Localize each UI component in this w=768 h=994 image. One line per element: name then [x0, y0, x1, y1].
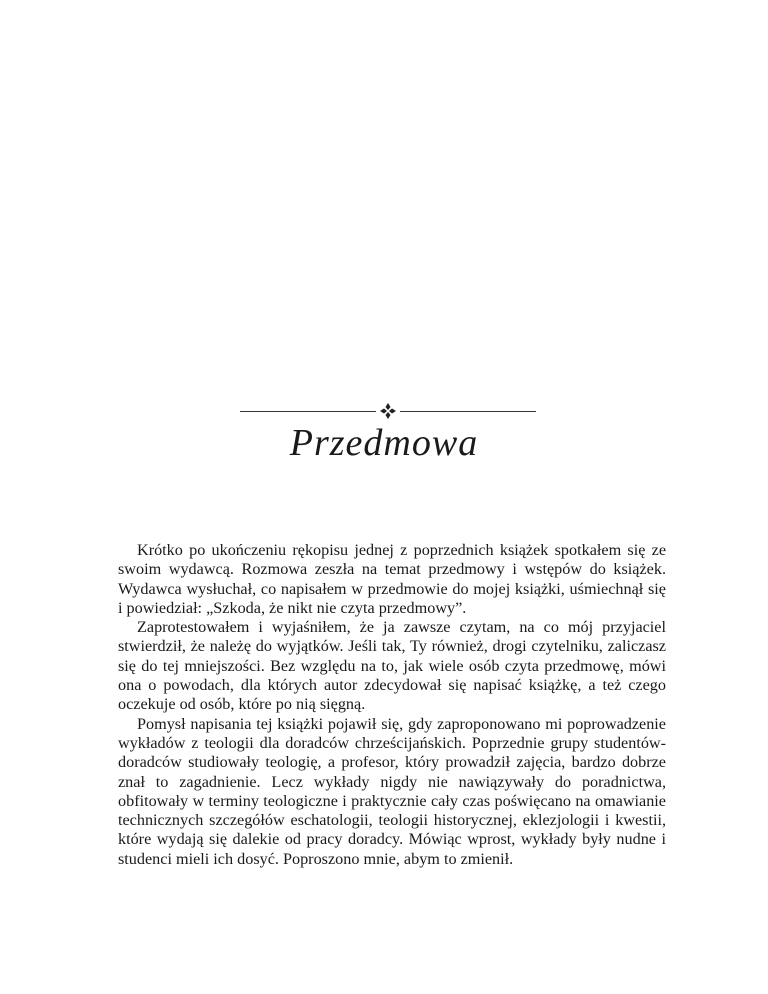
paragraph-2: Zaprotestowałem i wyjaśniłem, że ja zawsze czytam, na co mój przyjaciel stwierdził, że należę do wyjątków. Jeśli tak, Ty również, drogi czytelniku, zaliczasz się do tej mniejszości. Bez względu na to, jak wiele osób czyta przedmowę, mówi ona o powodach, dla których autor zdecydował się napisać książkę, a też czego oczekuje od osób, które po nią sięgną. [118, 618, 666, 714]
paragraph-1: Krótko po ukończeniu rękopisu jednej z poprzednich książek spotkałem się ze swoim wydawcą. Rozmowa zeszła na temat przedmowy i wstępów do książek. Wydawca wysłuchał, co napisałem w przedmowie do mojej książki, uśmiechnął się i powiedział: „Szkoda, że nikt nie czyta przedmowy”. [118, 541, 666, 617]
ornament-rule-right [400, 411, 536, 412]
paragraph-3: Pomysł napisania tej książki pojawił się, gdy zaproponowano mi poprowadzenie wykładów z teologii dla doradców chrześcijańskich. Poprzednie grupy studentów-doradców studiowały teologię, a profesor, który prowadził zajęcia, bardzo dobrze znał to zagadnienie. Lecz wykłady nigdy nie nawiązywały do poradnictwa, obfitowały w terminy teologiczne i praktycznie cały czas poświęcano na omawianie technicznych szczegółów eschatologii, teologii historycznej, eklezjologii i kwestii, które wydają się dalekie od pracy doradcy. Mówiąc wprost, wykłady były nudne i studenci mieli ich dosyć. Poproszono mnie, abym to zmienił. [118, 714, 666, 868]
body-text [118, 541, 666, 869]
chapter-heading: Przedmowa [289, 422, 479, 464]
ornament-rule-left [240, 411, 376, 412]
